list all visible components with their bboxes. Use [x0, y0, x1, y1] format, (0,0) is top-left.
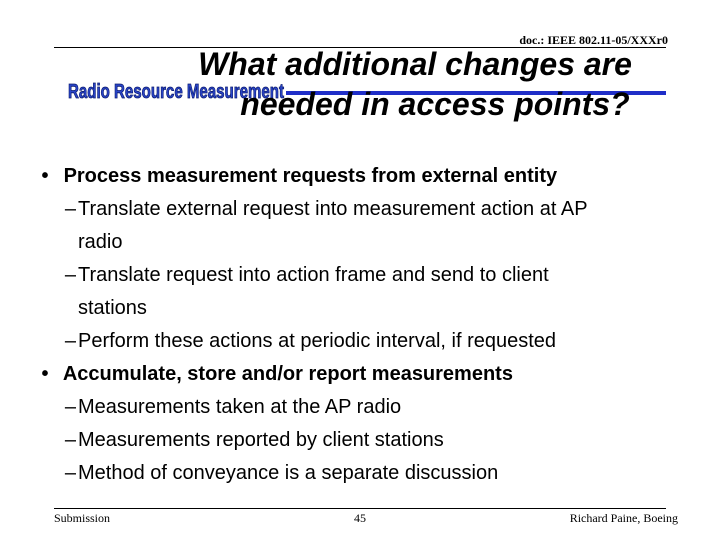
list-item: stations — [78, 297, 147, 319]
logo-text: Radio Resource Measurement — [68, 81, 285, 103]
list-item: radio — [78, 231, 123, 253]
footer-author: Richard Paine, Boeing — [569, 511, 678, 525]
list-item: – Perform these actions at periodic interval, if requested — [64, 330, 557, 352]
footer-submission: Submission — [54, 511, 111, 525]
footer-page-number: 45 — [354, 511, 366, 525]
list-item: • Process measurement requests from external entity — [41, 165, 558, 187]
list-item: – Translate request into action frame and send to client — [64, 264, 549, 286]
list-item: – Translate external request into measurement action at AP — [64, 198, 588, 220]
list-item: – Method of conveyance is a separate discussion — [64, 462, 499, 484]
list-item: – Measurements reported by client stations — [64, 429, 444, 451]
slide-title — [150, 44, 680, 124]
list-item: • Accumulate, store and/or report measurements — [41, 363, 513, 385]
title-line-1: What additional changes are — [198, 46, 632, 82]
body-list — [32, 160, 692, 490]
doc-reference: doc.: IEEE 802.11-05/XXXr0 — [519, 33, 668, 47]
title-line-2: needed in access points? — [240, 86, 630, 122]
footer-rule — [54, 508, 666, 509]
list-item: – Measurements taken at the AP radio — [64, 396, 402, 418]
